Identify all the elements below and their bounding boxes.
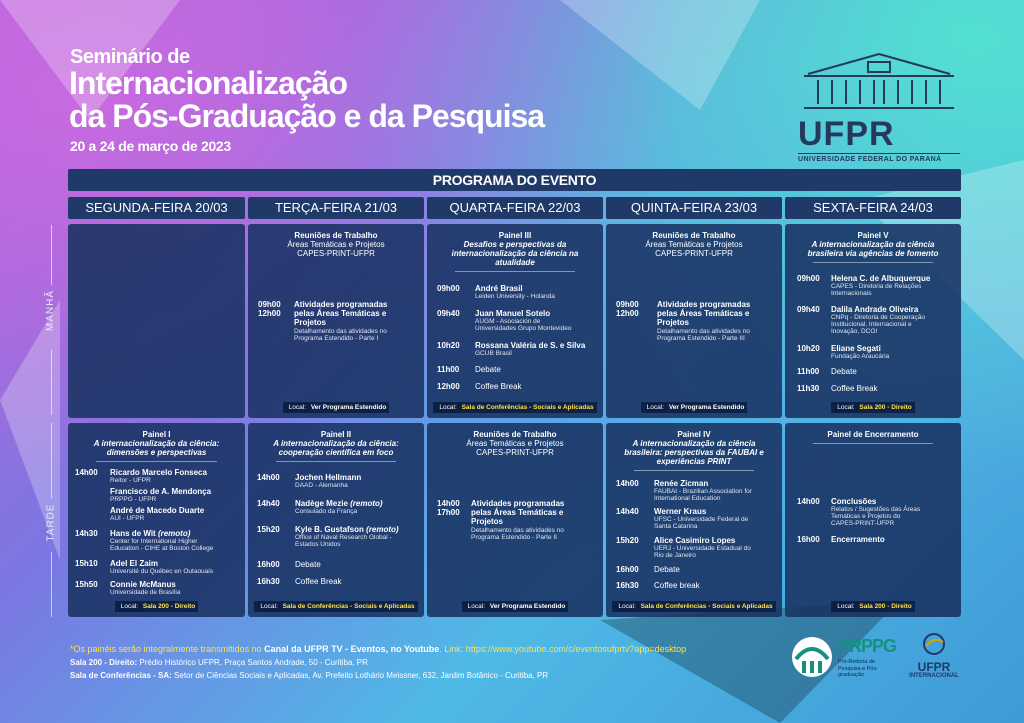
speaker-affiliation: Institucional, Internacional e: [831, 321, 912, 328]
sala-conferencias-address: Sala de Conferências - SA: Setor de Ciências Sociais e Aplicadas, Av. Prefeito Lothário Meissner, 632, Jardim Botânico - Curitiba, PR: [70, 671, 549, 680]
friday-afternoon-cell: [785, 423, 961, 617]
activity-name: Projetos: [657, 318, 690, 327]
activity-name: Debate: [831, 367, 857, 376]
ufpr-logo-word: UFPR: [798, 115, 895, 153]
time: 14h00: [616, 479, 639, 488]
thursday-morning-cell: [606, 224, 782, 418]
thursday-afternoon-cell: [606, 423, 782, 617]
ufpr-internacional-logo: [905, 632, 963, 682]
panel-subtitle: A internacionalização da ciência:: [273, 439, 399, 448]
speaker-name: Juan Manuel Sotelo: [475, 309, 551, 318]
wednesday-morning-cell: [427, 224, 603, 418]
prppg-logo-word: PRPPG: [838, 636, 897, 656]
time: 16h30: [257, 577, 280, 586]
prppg-logo-sub: Pesquisa e Pós-graduação: [838, 666, 879, 678]
activity-name: Coffee Break: [831, 384, 878, 393]
wednesday-afternoon-cell: [427, 423, 603, 617]
time: 15h50: [75, 580, 98, 589]
panel-subtitle: Desafios e perspectivas da: [463, 240, 567, 249]
activity-name: Projetos: [471, 517, 504, 526]
time: 15h10: [75, 559, 98, 568]
time: 15h20: [616, 536, 639, 545]
activity-name: Debate: [475, 365, 501, 374]
speaker-affiliation: CAPES - Diretoria de Relações: [831, 283, 922, 290]
activity-detail: Programa Estendido - Parte I: [294, 335, 379, 342]
title-line-3: da Pós-Graduação e da Pesquisa: [69, 98, 545, 134]
speaker-affiliation: GCUB Brasil: [475, 350, 512, 357]
time: 14h40: [616, 507, 639, 516]
speaker-affiliation: Université du Québec en Outaouais: [110, 568, 213, 575]
time: 14h30: [75, 529, 98, 538]
time: 09h00: [437, 284, 460, 293]
speaker-affiliation: AUI - UFPR: [110, 515, 145, 522]
speaker-affiliation: Universidade de Brasília: [110, 589, 181, 596]
speaker-affiliation: FAUBAI - Brazilian Association for: [654, 488, 752, 495]
program-title: PROGRAMA DO EVENTO: [68, 169, 961, 191]
speaker-affiliation: Inovação, DCOI: [831, 328, 878, 335]
title-line-1: Seminário de: [70, 46, 190, 68]
day-header-friday: SEXTA-FEIRA 24/03: [785, 197, 961, 219]
location-badge: Local: Ver Programa Estendido: [462, 601, 569, 612]
day-header-thursday: QUINTA-FEIRA 23/03: [606, 197, 782, 219]
session-title: Reuniões de Trabalho: [294, 231, 378, 240]
activity-name: Atividades programadas: [471, 499, 565, 508]
speaker-name: Kyle B. Gustafson (remoto): [295, 525, 399, 534]
time: 09h40: [437, 309, 460, 318]
speaker-affiliation: Education - CIHE at Boston College: [110, 545, 214, 552]
time: 16h00: [797, 535, 820, 544]
activity-name: Debate: [295, 560, 321, 569]
friday-morning-cell: [785, 224, 961, 418]
speaker-name: Eliane Segati: [831, 344, 881, 353]
speaker-affiliation: Estados Unidos: [295, 541, 341, 548]
activity-detail: CAPES-PRINT-UFPR: [831, 520, 895, 527]
speaker-affiliation: International Education: [654, 495, 721, 502]
prppg-logo-sub: Pró-Reitoria de: [838, 659, 875, 665]
activity-name: Conclusões: [831, 497, 877, 506]
speaker-affiliation: Consulado da França: [295, 508, 358, 515]
session-subtitle: CAPES-PRINT-UFPR: [476, 448, 554, 457]
time: 16h00: [257, 560, 280, 569]
broadcast-note: *Os painéis serão integralmente transmitidos no Canal da UFPR TV - Eventos, no Youtube. Link: https://www.youtube.com/c/eventosufprtv?app=desktop: [70, 644, 687, 654]
panel-title: Painel V: [857, 231, 889, 240]
panel-subtitle: A internacionalização da ciência:: [93, 439, 220, 448]
time: 14h00: [257, 473, 280, 482]
speaker-affiliation: CNPq - Diretoria de Cooperação: [831, 314, 925, 321]
speaker-name: Alice Casimiro Lopes: [654, 536, 736, 545]
speaker-name: Jochen Hellmann: [295, 473, 362, 482]
divider: [276, 461, 396, 462]
time: 11h30: [797, 384, 820, 393]
speaker-affiliation: Internacionais: [831, 290, 872, 297]
divider: [455, 271, 575, 272]
monday-afternoon-cell: [68, 423, 245, 617]
time: 14h00: [75, 468, 98, 477]
panel-title: Painel III: [498, 231, 532, 240]
activity-name: pelas Áreas Temáticas e: [471, 508, 564, 517]
activity-name: pelas Áreas Temáticas e: [657, 309, 750, 318]
speaker-name: André de Macedo Duarte: [110, 506, 205, 515]
location-badge: Local: Sala 200 - Direito: [115, 601, 199, 612]
location-badge: Local: Sala 200 - Direito: [831, 601, 915, 612]
activity-name: Atividades programadas: [657, 300, 751, 309]
activity-detail: Relatos / Sugestões das Áreas: [831, 506, 921, 513]
time: 14h00: [437, 499, 460, 508]
speaker-name: Dalila Andrade Oliveira: [831, 305, 919, 314]
panel-title: Painel II: [320, 430, 352, 439]
panel-subtitle: dimensões e perspectivas: [106, 448, 207, 457]
time: 09h00: [616, 300, 639, 309]
speaker-name: Adel El Zaim: [110, 559, 159, 568]
speaker-affiliation: DAAD - Alemanha: [295, 482, 348, 489]
afternoon-label: TARDE: [45, 503, 57, 542]
time: 14h40: [257, 499, 280, 508]
session-subtitle: CAPES-PRINT-UFPR: [655, 249, 733, 258]
time: 12h00: [258, 309, 281, 318]
speaker-name: Connie McManus: [110, 580, 176, 589]
activity-name: Coffee Break: [475, 382, 522, 391]
speaker-affiliation: Rio de Janeiro: [654, 552, 696, 559]
speaker-name: Hans de Wit (remoto): [110, 529, 191, 538]
activity-name: Atividades programadas: [294, 300, 388, 309]
time: 14h00: [797, 497, 820, 506]
time: 15h20: [257, 525, 280, 534]
panel-subtitle: experiências PRINT: [656, 457, 732, 466]
time: 11h00: [797, 367, 820, 376]
prppg-logo: [790, 632, 900, 682]
time: 10h20: [797, 344, 820, 353]
speaker-name: Renée Zicman: [654, 479, 709, 488]
activity-name: Coffee break: [654, 581, 700, 590]
session-subtitle: CAPES-PRINT-UFPR: [297, 249, 375, 258]
ufpr-internacional-sub: INTERNACIONAL: [909, 673, 959, 679]
activity-detail: Detalhamento das atividades no: [294, 328, 387, 335]
activity-name: Debate: [654, 565, 680, 574]
speaker-name: Werner Kraus: [654, 507, 707, 516]
speaker-name: Rossana Valéria de S. e Silva: [475, 341, 586, 350]
speaker-affiliation: Fundação Araucária: [831, 353, 890, 360]
speaker-name: Nadège Mezie (remoto): [295, 499, 383, 508]
activity-detail: Detalhamento das atividades no: [657, 328, 750, 335]
ufpr-logo: [798, 52, 960, 163]
activity-detail: Detalhamento das atividades no: [471, 527, 564, 534]
panel-subtitle: internacionalização da ciência na: [451, 249, 579, 258]
location-badge: Local: Sala 200 - Direito: [831, 402, 915, 413]
time: 10h20: [437, 341, 460, 350]
tuesday-afternoon-cell: [248, 423, 424, 617]
speaker-name: Helena C. de Albuquerque: [831, 274, 931, 283]
speaker-affiliation: Santa Catarina: [654, 523, 698, 530]
location-badge: Local: Ver Programa Estendido: [641, 402, 748, 413]
ufpr-internacional-word: UFPR: [917, 660, 951, 674]
activity-name: Coffee Break: [295, 577, 342, 586]
morning-label: MANHÃ: [45, 289, 57, 332]
speaker-affiliation: Universidades Grupo Montevideo: [475, 325, 572, 332]
activity-name: pelas Áreas Temáticas e: [294, 309, 387, 318]
session-subtitle: Áreas Temáticas e Projetos: [645, 240, 743, 249]
session-title: Reuniões de Trabalho: [652, 231, 736, 240]
afternoon-divider-top: [51, 423, 52, 498]
activity-detail: Programa Estendido - Parte II: [471, 534, 557, 541]
globe-icon: [921, 632, 947, 656]
speaker-affiliation: PRPPG - UFPR: [110, 496, 157, 503]
location-badge: Local: Sala de Conferências - Sociais e Aplicadas: [433, 402, 596, 413]
speaker-name: Francisco de A. Mendonça: [110, 487, 212, 496]
activity-detail: Programa Estendido - Parte III: [657, 335, 745, 342]
activity-name: Encerramento: [831, 535, 885, 544]
session-subtitle: Áreas Temáticas e Projetos: [287, 240, 385, 249]
speaker-name: André Brasil: [475, 284, 523, 293]
time: 11h00: [437, 365, 460, 374]
panel-subtitle: brasileira via agências de fomento: [807, 249, 939, 258]
ufpr-building-icon: [798, 52, 960, 112]
session-title: Reuniões de Trabalho: [473, 430, 557, 439]
sala-200-address: Sala 200 - Direito: Prédio Histórico UFPR, Praça Santos Andrade, 50 - Curitiba, PR: [70, 658, 368, 667]
speaker-affiliation: Office of Naval Research Global -: [295, 534, 392, 541]
time: 09h00: [258, 300, 281, 309]
morning-divider-bottom: [51, 350, 52, 415]
time: 17h00: [437, 508, 460, 517]
divider: [813, 443, 933, 444]
event-dates: 20 a 24 de março de 2023: [70, 138, 231, 154]
speaker-affiliation: Reitor - UFPR: [110, 477, 151, 484]
time: 12h00: [616, 309, 639, 318]
speaker-affiliation: Leiden University - Holanda: [475, 293, 555, 300]
day-header-tuesday: TERÇA-FEIRA 21/03: [248, 197, 424, 219]
monday-morning-cell: [68, 224, 245, 418]
panel-subtitle: A internacionalização da ciência: [632, 439, 756, 448]
speaker-affiliation: Center for International Higher: [110, 538, 198, 545]
morning-divider-top: [51, 225, 52, 285]
panel-title: Painel I: [142, 430, 171, 439]
time: 16h30: [616, 581, 639, 590]
divider: [813, 262, 933, 263]
location-badge: Local: Sala de Conferências - Sociais e Aplicadas: [254, 601, 417, 612]
panel-subtitle: cooperação científica em foco: [278, 448, 394, 457]
time: 09h00: [797, 274, 820, 283]
time: 12h00: [437, 382, 460, 391]
activity-detail: Temáticas e Projetos do: [831, 513, 901, 520]
location-badge: Local: Ver Programa Estendido: [283, 402, 390, 413]
panel-subtitle: atualidade: [495, 258, 535, 267]
speaker-name: Ricardo Marcelo Fonseca: [110, 468, 207, 477]
session-subtitle: Áreas Temáticas e Projetos: [466, 439, 564, 448]
divider: [96, 461, 216, 462]
speaker-affiliation: UFSC - Universidade Federal de: [654, 516, 749, 523]
tuesday-morning-cell: [248, 224, 424, 418]
title-line-2: Internacionalização: [69, 65, 347, 101]
speaker-affiliation: UERJ - Universidade Estadual do: [654, 545, 751, 552]
speaker-affiliation: AUGM - Asociación de: [475, 318, 541, 325]
afternoon-divider-bottom: [51, 552, 52, 617]
location-badge: Local: Sala de Conferências - Sociais e Aplicadas: [612, 601, 775, 612]
time: 16h00: [616, 565, 639, 574]
time: 09h40: [797, 305, 820, 314]
panel-title: Painel de Encerramento: [827, 430, 919, 439]
divider: [634, 470, 754, 471]
day-header-wednesday: QUARTA-FEIRA 22/03: [427, 197, 603, 219]
panel-subtitle: A internacionalização da ciência: [811, 240, 935, 249]
day-header-monday: SEGUNDA-FEIRA 20/03: [68, 197, 245, 219]
prppg-emblem-icon: [790, 635, 834, 679]
ufpr-logo-subtitle: UNIVERSIDADE FEDERAL DO PARANÁ: [798, 153, 960, 163]
panel-subtitle: brasileira: perspectivas da FAUBAI e: [624, 448, 764, 457]
activity-name: Projetos: [294, 318, 327, 327]
panel-title: Painel IV: [677, 430, 711, 439]
